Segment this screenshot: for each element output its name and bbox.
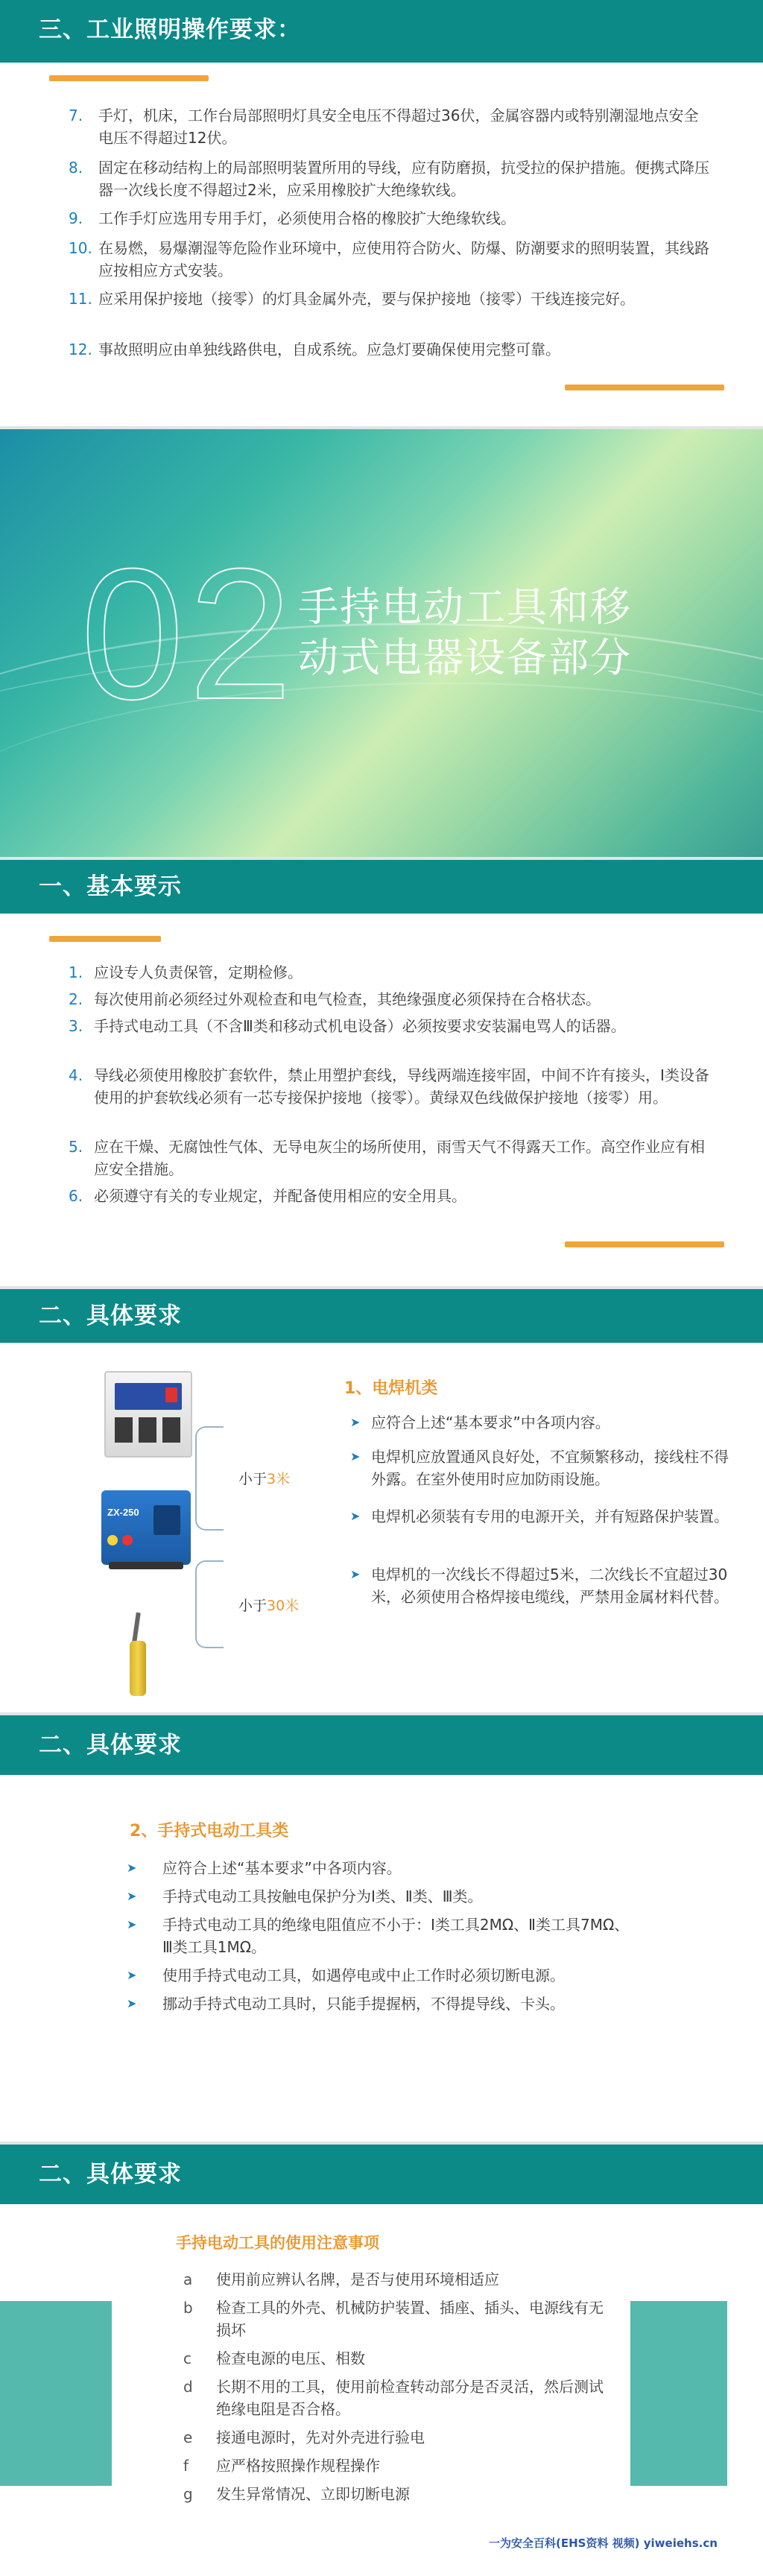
slide-lighting-requirements xyxy=(0,0,763,426)
list-item xyxy=(69,207,709,230)
slide-header xyxy=(0,1289,763,1343)
slide-title: 二、具体要求 xyxy=(39,1303,182,1329)
item-text: 接通电源时，先对外壳进行验电 xyxy=(216,2428,425,2446)
item-number: 8. xyxy=(69,159,83,177)
item-text: 必须遵守有关的专业规定，并配备使用相应的安全用具。 xyxy=(94,1187,466,1205)
item-text: 使用手持式电动工具，如遇停电或中止工作时必须切断电源。 xyxy=(162,1966,565,1984)
footer-watermark[interactable]: 一为安全百科(EHS资料 视频) yiweiehs.cn xyxy=(489,2537,718,2550)
list-item xyxy=(69,1185,709,1207)
accent-line-bottom xyxy=(565,384,724,390)
list-item xyxy=(183,2347,615,2370)
item-text: 手持式电动工具（不含Ⅲ类和移动式机电设备）必须按要求安装漏电骂人的话器。 xyxy=(94,1017,626,1035)
item-text: 检查工具的外壳、机械防护装置、插座、插头、电源线有无损坏 xyxy=(216,2299,604,2339)
accent-line-bottom xyxy=(565,1241,724,1247)
electrode-holder-image xyxy=(125,1613,151,1696)
section-cover xyxy=(0,429,763,857)
list-item xyxy=(127,1885,723,1908)
list-item xyxy=(350,1411,730,1434)
slide-header xyxy=(0,860,763,914)
list-item xyxy=(69,1064,709,1131)
item-text: 在易燃，易爆潮湿等危险作业环境中，应使用符合防火、防爆、防潮要求的照明装置，其线路应按相应方式安装。 xyxy=(98,239,709,279)
slide-header xyxy=(0,0,763,63)
arrow-bullet-icon: ➤ xyxy=(127,1917,137,1931)
distance-label-3m: 小于3米 xyxy=(238,1471,291,1487)
item-letter: f xyxy=(183,2457,189,2475)
arrow-bullet-icon: ➤ xyxy=(350,1415,361,1429)
list-item xyxy=(350,1446,730,1490)
item-text: 导线必须使用橡胶扩套软件，禁止用塑护套线，导线两端连接牢固，中间不许有接头，Ⅰ类设备使用的护套软线必须有一芯专接保护接地（接零）。黄绿双色线做保护接地（接零）用。 xyxy=(94,1066,709,1107)
distance-label-30m: 小于30米 xyxy=(238,1598,300,1614)
list-item xyxy=(183,2297,615,2341)
arrow-bullet-icon: ➤ xyxy=(127,1861,137,1875)
item-number: 1. xyxy=(69,963,83,981)
item-number: 11. xyxy=(69,290,92,308)
slide-title: 二、具体要求 xyxy=(39,2161,182,2188)
circuit-breaker-image xyxy=(104,1371,192,1458)
list-item xyxy=(69,961,709,984)
item-number: 5. xyxy=(69,1138,83,1156)
arrow-bullet-icon: ➤ xyxy=(350,1509,361,1523)
item-letter: b xyxy=(183,2299,193,2317)
section-subheading: 1、电焊机类 xyxy=(344,1379,438,1398)
arrow-bullet-icon: ➤ xyxy=(350,1449,361,1463)
arrow-bullet-icon: ➤ xyxy=(350,1567,361,1581)
item-letter: a xyxy=(183,2270,193,2288)
item-text: 应符合上述“基本要求”中各项内容。 xyxy=(371,1414,610,1431)
list-item xyxy=(69,338,709,361)
item-text: 应严格按照操作规程操作 xyxy=(216,2457,380,2475)
list-item xyxy=(183,2376,615,2420)
item-text: 电焊机必须装有专用的电源开关，并有短路保护装置。 xyxy=(371,1507,729,1525)
item-text: 应设专人负责保管，定期检修。 xyxy=(94,963,303,981)
slide-title: 一、基本要示 xyxy=(39,873,182,900)
decorative-teal-block-right xyxy=(630,2301,727,2486)
item-text: 检查电源的电压、相数 xyxy=(216,2349,365,2367)
item-letter: g xyxy=(183,2485,193,2503)
item-letter: d xyxy=(183,2378,193,2396)
section-number: 02 xyxy=(80,530,297,738)
item-text: 应符合上述“基本要求”中各项内容。 xyxy=(162,1859,402,1877)
item-text: 应采用保护接地（接零）的灯具金属外壳，要与保护接地（接零）干线连接完好。 xyxy=(98,290,635,308)
list-item xyxy=(69,988,709,1010)
item-text: 电焊机应放置通风良好处，不宜频繁移动，接线柱不得外露。在室外使用时应加防雨设施。 xyxy=(371,1448,729,1488)
welder-model-label: ZX-250 xyxy=(107,1507,139,1518)
list-item xyxy=(69,288,709,332)
connector-bracket xyxy=(195,1560,224,1648)
decorative-teal-block-left xyxy=(0,2301,112,2486)
list-item xyxy=(127,1857,723,1879)
slide-title: 二、具体要求 xyxy=(39,1732,182,1759)
slide-handheld-tools xyxy=(0,1715,763,2142)
accent-line xyxy=(49,75,209,81)
welding-machine-image xyxy=(101,1490,191,1565)
list-item xyxy=(350,1505,730,1550)
list-item xyxy=(350,1563,730,1630)
list-item xyxy=(69,156,709,201)
list-item xyxy=(127,1993,723,2015)
section-title xyxy=(298,582,632,683)
item-number: 12. xyxy=(69,341,92,358)
item-text: 应在干燥、无腐蚀性气体、无导电灰尘的场所使用，雨雪天气不得露天工作。高空作业应有相应安全措施。 xyxy=(94,1138,705,1178)
list-item xyxy=(69,237,709,282)
item-text: 每次使用前必须经过外观检查和电气检查，其绝缘强度必须保持在合格状态。 xyxy=(94,990,601,1008)
slide-welder-requirements xyxy=(0,1289,763,1712)
list-item xyxy=(183,2426,615,2449)
section-subheading: 2、手持式电动工具类 xyxy=(130,1822,289,1841)
list-item xyxy=(69,1015,709,1060)
item-text: 手灯，机床，工作台局部照明灯具安全电压不得超过36伏，金属容器内或特别潮湿地点安全电压不得超过12伏。 xyxy=(98,107,699,147)
item-text: 挪动手持式电动工具时，只能手提握柄，不得提导线、卡头。 xyxy=(162,1995,565,2013)
item-number: 7. xyxy=(69,107,83,124)
item-text: 电焊机的一次线长不得超过5米，二次线长不宜超过30米，必须使用合格焊接电缆线，严禁用金属材料代替。 xyxy=(371,1566,729,1606)
item-text: 手持式电动工具的绝缘电阻值应不小于：Ⅰ类工具2MΩ、Ⅱ类工具7MΩ、Ⅲ类工具1MΩ。 xyxy=(162,1916,630,1956)
list-item xyxy=(69,104,709,149)
list-item xyxy=(127,1964,723,1987)
slide-header xyxy=(0,2145,763,2204)
item-text: 长期不用的工具，使用前检查转动部分是否灵活，然后测试绝缘电阻是否合格。 xyxy=(216,2378,604,2418)
item-number: 4. xyxy=(69,1066,83,1084)
arrow-bullet-icon: ➤ xyxy=(127,1889,137,1903)
item-text: 手持式电动工具按触电保护分为Ⅰ类、Ⅱ类、Ⅲ类。 xyxy=(162,1887,483,1905)
slide-basic-requirements xyxy=(0,860,763,1286)
list-item xyxy=(183,2483,615,2505)
arrow-bullet-icon: ➤ xyxy=(127,1968,137,1982)
item-text: 工作手灯应选用专用手灯，必须使用合格的橡胶扩大绝缘软线。 xyxy=(98,209,516,227)
list-item xyxy=(183,2455,615,2477)
arrow-bullet-icon: ➤ xyxy=(127,1996,137,2010)
connector-bracket xyxy=(195,1426,224,1531)
slide-usage-notes xyxy=(0,2145,763,2576)
item-number: 3. xyxy=(69,1017,83,1035)
item-text: 使用前应辨认名牌，是否与使用环境相适应 xyxy=(216,2270,499,2288)
item-number: 2. xyxy=(69,990,83,1008)
item-text: 固定在移动结构上的局部照明装置所用的导线，应有防磨损，抗受拉的保护措施。便携式降压器一次线长度不得超过2米，应采用橡胶扩大绝缘软线。 xyxy=(98,159,709,199)
list-item xyxy=(127,1914,723,1958)
slide-header xyxy=(0,1715,763,1775)
section-title-line2: 动式电器设备部分 xyxy=(298,634,632,681)
section-subheading: 手持电动工具的使用注意事项 xyxy=(176,2234,379,2252)
item-text: 事故照明应由单独线路供电，自成系统。应急灯要确保使用完整可靠。 xyxy=(98,341,560,358)
item-letter: c xyxy=(183,2349,191,2367)
item-letter: e xyxy=(183,2428,193,2446)
item-text: 发生异常情况、立即切断电源 xyxy=(216,2485,410,2503)
slide-title: 三、工业照明操作要求： xyxy=(39,16,301,43)
item-number: 6. xyxy=(69,1187,83,1205)
section-title-line1: 手持电动工具和移 xyxy=(298,583,632,630)
list-item xyxy=(69,1136,709,1180)
list-item xyxy=(183,2268,615,2291)
item-number: 10. xyxy=(69,239,92,257)
item-number: 9. xyxy=(69,209,83,227)
accent-line xyxy=(49,936,161,942)
